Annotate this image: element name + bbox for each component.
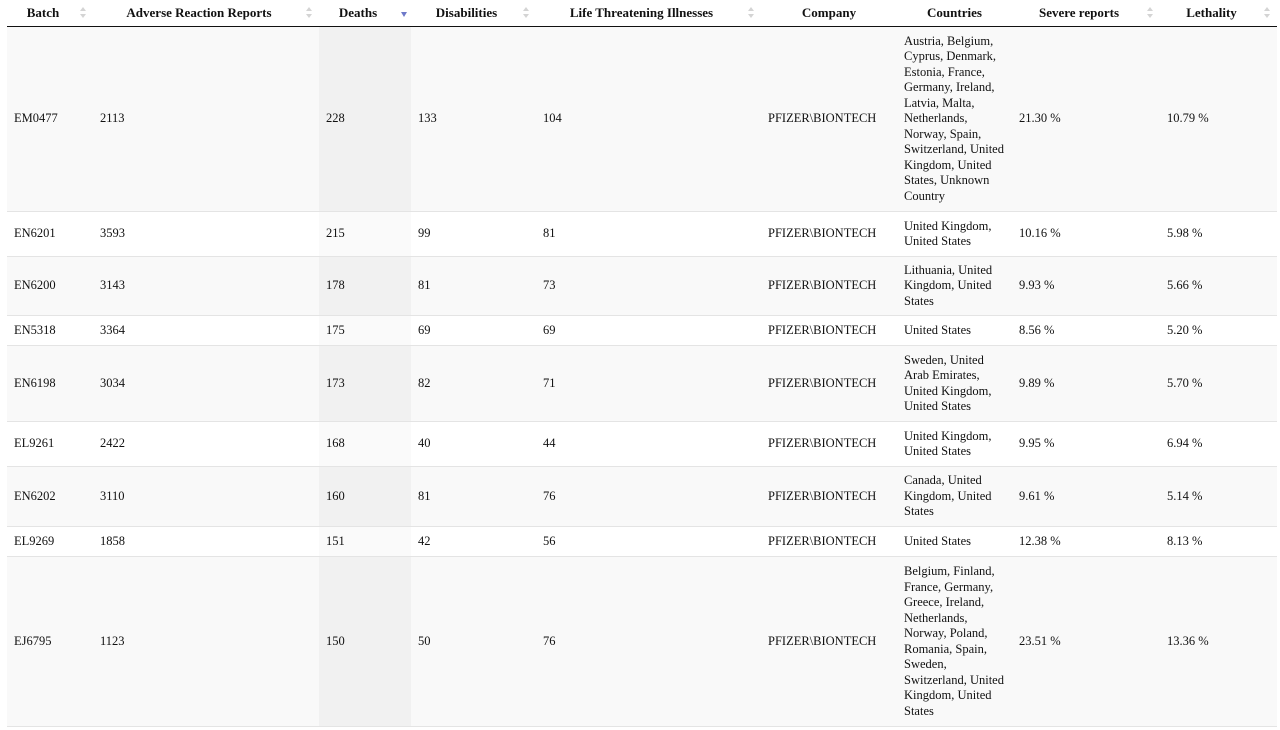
column-header-label: Life Threatening Illnesses	[569, 5, 714, 20]
severe-reports-cell: 9.95 %	[1012, 422, 1160, 467]
sort-both-icon	[1146, 6, 1154, 20]
severe-reports-cell: 10.16 %	[1012, 212, 1160, 257]
column-header-batch[interactable]	[7, 0, 93, 27]
column-header-label: Company	[801, 5, 857, 20]
reports-cell: 3364	[93, 316, 319, 346]
column-header-label: Adverse Reaction Reports	[126, 5, 272, 20]
sort-both-icon	[79, 6, 87, 20]
disabilities-cell: 40	[411, 422, 536, 467]
sort-both-icon	[522, 6, 530, 20]
lethality-cell: 5.66 %	[1160, 257, 1277, 316]
life-threatening-cell: 56	[536, 527, 761, 557]
lethality-cell: 6.94 %	[1160, 422, 1277, 467]
company-cell: PFIZER\BIONTECH	[761, 257, 897, 316]
table-row	[7, 257, 1277, 316]
table-row	[7, 346, 1277, 422]
column-header-label: Countries	[927, 5, 982, 20]
lethality-cell: 8.13 %	[1160, 527, 1277, 557]
life-threatening-cell: 76	[536, 557, 761, 727]
lethality-cell: 5.98 %	[1160, 212, 1277, 257]
sort-both-icon	[305, 6, 313, 20]
lethality-cell: 5.14 %	[1160, 467, 1277, 527]
column-header-disabilities[interactable]	[411, 0, 536, 27]
deaths-cell: 228	[319, 27, 411, 212]
lethality-cell: 5.70 %	[1160, 346, 1277, 422]
column-header-label: Disabilities	[435, 5, 498, 20]
life-threatening-cell: 71	[536, 346, 761, 422]
batch-cell: EN5318	[7, 316, 93, 346]
column-header-severe-reports[interactable]	[1012, 0, 1160, 27]
batch-cell: EL9269	[7, 527, 93, 557]
table-row	[7, 527, 1277, 557]
life-threatening-cell: 73	[536, 257, 761, 316]
reports-cell: 3110	[93, 467, 319, 527]
reports-cell: 1123	[93, 557, 319, 727]
batch-cell: EJ6795	[7, 557, 93, 727]
batch-table	[7, 0, 1277, 727]
column-header-lethality[interactable]	[1160, 0, 1277, 27]
life-threatening-cell: 104	[536, 27, 761, 212]
disabilities-cell: 69	[411, 316, 536, 346]
batch-cell: EN6202	[7, 467, 93, 527]
life-threatening-cell: 44	[536, 422, 761, 467]
company-cell: PFIZER\BIONTECH	[761, 316, 897, 346]
company-cell: PFIZER\BIONTECH	[761, 27, 897, 212]
disabilities-cell: 81	[411, 467, 536, 527]
countries-cell: United States	[897, 527, 1012, 557]
disabilities-cell: 50	[411, 557, 536, 727]
column-header-label: Lethality	[1186, 5, 1237, 20]
deaths-cell: 160	[319, 467, 411, 527]
table-row	[7, 422, 1277, 467]
batch-cell: EN6200	[7, 257, 93, 316]
batch-cell: EM0477	[7, 27, 93, 212]
countries-cell: Lithuania, United Kingdom, United States	[897, 257, 1012, 316]
disabilities-cell: 81	[411, 257, 536, 316]
deaths-cell: 150	[319, 557, 411, 727]
column-header-company	[761, 0, 897, 27]
deaths-cell: 173	[319, 346, 411, 422]
countries-cell: United Kingdom, United States	[897, 212, 1012, 257]
batch-cell: EN6201	[7, 212, 93, 257]
deaths-cell: 178	[319, 257, 411, 316]
countries-cell: Canada, United Kingdom, United States	[897, 467, 1012, 527]
severe-reports-cell: 8.56 %	[1012, 316, 1160, 346]
column-header-life-threatening[interactable]	[536, 0, 761, 27]
company-cell: PFIZER\BIONTECH	[761, 422, 897, 467]
deaths-cell: 175	[319, 316, 411, 346]
reports-cell: 3034	[93, 346, 319, 422]
severe-reports-cell: 21.30 %	[1012, 27, 1160, 212]
severe-reports-cell: 9.93 %	[1012, 257, 1160, 316]
table-row	[7, 467, 1277, 527]
lethality-cell: 5.20 %	[1160, 316, 1277, 346]
column-header-label: Severe reports	[1038, 5, 1120, 20]
company-cell: PFIZER\BIONTECH	[761, 346, 897, 422]
sort-both-icon	[1263, 6, 1271, 20]
column-header-countries	[897, 0, 1012, 27]
countries-cell: Austria, Belgium, Cyprus, Denmark, Estonia, France, Germany, Ireland, Latvia, Malta, Netherlands, Norway, Spain, Switzerland, United Kingdom, United States, Unknown Country	[897, 27, 1012, 212]
countries-cell: United Kingdom, United States	[897, 422, 1012, 467]
life-threatening-cell: 81	[536, 212, 761, 257]
table-row	[7, 557, 1277, 727]
life-threatening-cell: 76	[536, 467, 761, 527]
reports-cell: 3593	[93, 212, 319, 257]
severe-reports-cell: 12.38 %	[1012, 527, 1160, 557]
lethality-cell: 10.79 %	[1160, 27, 1277, 212]
table-row	[7, 316, 1277, 346]
disabilities-cell: 99	[411, 212, 536, 257]
table-row	[7, 27, 1277, 212]
reports-cell: 1858	[93, 527, 319, 557]
column-header-label: Deaths	[338, 5, 378, 20]
life-threatening-cell: 69	[536, 316, 761, 346]
sort-desc-icon	[401, 12, 407, 17]
lethality-cell: 13.36 %	[1160, 557, 1277, 727]
severe-reports-cell: 9.89 %	[1012, 346, 1160, 422]
reports-cell: 3143	[93, 257, 319, 316]
disabilities-cell: 133	[411, 27, 536, 212]
company-cell: PFIZER\BIONTECH	[761, 527, 897, 557]
company-cell: PFIZER\BIONTECH	[761, 557, 897, 727]
countries-cell: United States	[897, 316, 1012, 346]
company-cell: PFIZER\BIONTECH	[761, 467, 897, 527]
header-row	[7, 0, 1277, 27]
disabilities-cell: 82	[411, 346, 536, 422]
severe-reports-cell: 9.61 %	[1012, 467, 1160, 527]
deaths-cell: 168	[319, 422, 411, 467]
column-header-deaths[interactable]	[319, 0, 411, 27]
column-header-reports[interactable]	[93, 0, 319, 27]
sort-both-icon	[747, 6, 755, 20]
batch-cell: EL9261	[7, 422, 93, 467]
deaths-cell: 151	[319, 527, 411, 557]
table-row	[7, 212, 1277, 257]
deaths-cell: 215	[319, 212, 411, 257]
reports-cell: 2113	[93, 27, 319, 212]
disabilities-cell: 42	[411, 527, 536, 557]
reports-cell: 2422	[93, 422, 319, 467]
severe-reports-cell: 23.51 %	[1012, 557, 1160, 727]
batch-cell: EN6198	[7, 346, 93, 422]
countries-cell: Belgium, Finland, France, Germany, Greece, Ireland, Netherlands, Norway, Poland, Romania, Spain, Sweden, Switzerland, United Kingdom, United States	[897, 557, 1012, 727]
countries-cell: Sweden, United Arab Emirates, United Kingdom, United States	[897, 346, 1012, 422]
company-cell: PFIZER\BIONTECH	[761, 212, 897, 257]
column-header-label: Batch	[26, 5, 60, 20]
